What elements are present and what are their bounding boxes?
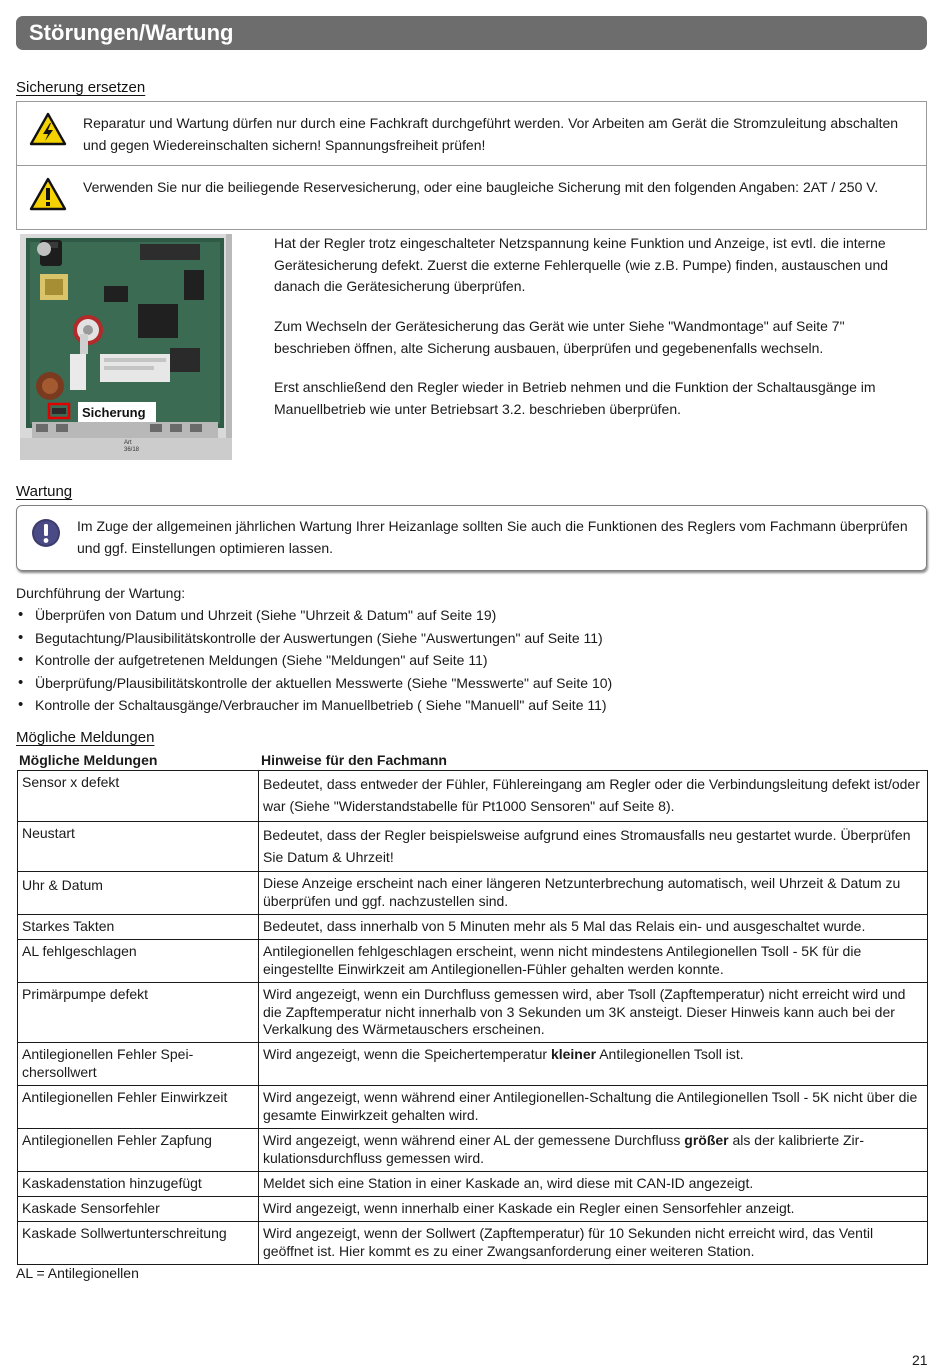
message-cell: Primärpumpe defekt (18, 983, 259, 1043)
hint-cell: Wird angezeigt, wenn innerhalb einer Kaskade ein Regler einen Sensorfehler anzeigt. (259, 1197, 928, 1222)
table-row (18, 1222, 928, 1265)
hint-cell (259, 1043, 928, 1086)
section-heading-messages: Mögliche Meldungen (16, 729, 155, 746)
hint-cell: Diese Anzeige erscheint nach einer längeren Netzunterbrechung automatisch, weil Uhrzeit & Datum zu überprüfen und ggf. nachzustellen sind. (259, 872, 928, 915)
warning-row-electrical (17, 102, 926, 166)
caution-warning-icon (29, 177, 67, 214)
message-cell: Uhr & Datum (18, 872, 259, 915)
table-row (18, 1172, 928, 1197)
message-cell: Antilegionellen Fehler Speichersollwert (18, 1043, 259, 1086)
list-item: • Kontrolle der aufgetretenen Meldungen (Siehe "Meldungen" auf Seite 11) (16, 649, 612, 672)
message-cell: Kaskadenstation hinzugefügt (18, 1172, 259, 1197)
table-row (18, 872, 928, 915)
table-row (18, 1043, 928, 1086)
message-cell: Kaskade Sollwertunterschreitung (18, 1222, 259, 1265)
hint-text: Antilegionellen Tsoll ist. (596, 1046, 744, 1062)
hint-text: Wird angezeigt, wenn während einer AL der gemessene Durchfluss (263, 1132, 685, 1148)
section-heading-maintenance: Wartung (16, 483, 73, 500)
table-row (18, 1086, 928, 1129)
fuse-paragraph-2: Zum Wechseln der Gerätesicherung das Gerät wie unter Siehe "Wandmontage" auf Seite 7" beschrieben öffnen, alte Sicherung ausbauen, überprüfen und gegebenenfalls wechseln. (274, 318, 845, 356)
hint-cell (259, 1129, 928, 1172)
table-row (18, 771, 928, 822)
hint-cell: Meldet sich eine Station in einer Kaskade an, wird diese mit CAN-ID angezeigt. (259, 1172, 928, 1197)
high-voltage-warning-icon (29, 112, 67, 149)
hint-emphasis: größer (684, 1132, 729, 1148)
hint-text: als der kalibrierte Zirkulationsdurchfluss gemessen wird. (263, 1132, 864, 1166)
message-cell: Starkes Takten (18, 915, 259, 940)
hint-cell: Wird angezeigt, wenn der Sollwert (Zapftemperatur) für 10 Sekunden nicht erreicht wird, das Ventil geöffnet ist. Hier kommt es zu einer Zwangsanforderung einer weiteren Station. (259, 1222, 928, 1265)
warning-box (16, 101, 927, 230)
hint-cell: Wird angezeigt, wenn während einer Antilegionellen-Schaltung die Antilegionellen Tsoll - 5K nicht über die gesamte Einwirkzeit gehalten wird. (259, 1086, 928, 1129)
message-cell: Antilegionellen Fehler Zapfung (18, 1129, 259, 1172)
message-cell: Antilegionellen Fehler Einwirkzeit (18, 1086, 259, 1129)
hint-emphasis: kleiner (550, 1046, 597, 1062)
maintenance-list (16, 604, 612, 717)
messages-table (17, 770, 928, 1265)
maintenance-note-box (16, 505, 927, 571)
list-item: • Begutachtung/Plausibilitätskontrolle der Auswertungen (Siehe "Auswertungen" auf Seite 11) (16, 627, 612, 650)
section-heading-fuse: Sicherung ersetzen (16, 79, 146, 96)
table-row (18, 1129, 928, 1172)
table-row (18, 915, 928, 940)
message-cell: Neustart (18, 822, 259, 872)
warning-row-fuse (17, 166, 926, 230)
hint-cell: Bedeutet, dass der Regler beispielsweise aufgrund eines Stromausfalls neu gestartet wurde. Überprüfen Sie Datum & Uhrzeit! (259, 822, 928, 872)
list-item: • Überprüfen von Datum und Uhrzeit (Siehe "Uhrzeit & Datum" auf Seite 19) (16, 604, 612, 627)
page-number: 21 (912, 1352, 928, 1367)
exclamation-info-icon (31, 518, 61, 551)
hint-cell: Antilegionellen fehlgeschlagen erscheint, wenn nicht mindestens Antilegionellen Tsoll - 5K für die eingestellte Einwirkzeit am Antilegionellen-Fühler gehalten werden konnte. (259, 940, 928, 983)
table-row (18, 822, 928, 872)
fuse-paragraph-3: Erst anschließend den Regler wieder in Betrieb nehmen und die Funktion der Schaltausgänge im Manuellbetrieb wie unter Betriebsart 3.2. beschrieben überprüfen. (274, 379, 876, 417)
column-header-hints: Hinweise für den Fachmann (261, 752, 447, 768)
list-item: • Überprüfung/Plausibilitätskontrolle der aktuellen Messwerte (Siehe "Messwerte" auf Seite 10) (16, 672, 612, 695)
hint-cell: Bedeutet, dass entweder der Fühler, Fühlereingang am Regler oder die Verbindungsleitung defekt ist/oder war (Siehe "Widerstandstabelle für Pt1000 Sensoren" auf Seite 8). (259, 771, 928, 822)
page-title: Störungen/Wartung (16, 16, 927, 50)
controller-board-photo (20, 234, 232, 460)
maintenance-intro: Durchführung der Wartung: (16, 585, 186, 601)
warning-text-fuse: Verwenden Sie nur die beiliegende Reservesicherung, oder eine baugleiche Sicherung mit den folgenden Angaben: 2AT / 250 V. (83, 179, 879, 195)
footnote: AL = Antilegionellen (16, 1265, 139, 1281)
hint-text: Wird angezeigt, wenn die Speichertemperatur (263, 1046, 551, 1062)
hint-cell: Wird angezeigt, wenn ein Durchfluss gemessen wird, aber Tsoll (Zapftemperatur) nicht erreicht wird und die Zapftemperatur nicht innerhalb von 3 Sekunden um 3K ansteigt. Dieser Hinweis kann auch bei der Verkalkung des Wärmetauschers erscheinen. (259, 983, 928, 1043)
maintenance-note-text: Im Zuge der allgemeinen jährlichen Wartung Ihrer Heizanlage sollten Sie auch die Funktionen des Reglers vom Fachmann überprüfen und ggf. Einstellungen optimieren lassen. (77, 518, 908, 556)
warning-text-electrical: Reparatur und Wartung dürfen nur durch eine Fachkraft durchgeführt werden. Vor Arbeiten am Gerät die Stromzuleitung abschalten und gegen Wiedereinschalten sichern! Spannungsfreiheit prüfen! (83, 115, 899, 153)
fuse-paragraph-1: Hat der Regler trotz eingeschalteter Netzspannung keine Funktion und Anzeige, ist evtl. die interne Gerätesicherung defekt. Zuerst die externe Fehlerquelle (wie z.B. Pumpe) finden, austauschen und danach die Gerätesicherung überprüfen. (274, 235, 889, 294)
message-cell: Sensor x defekt (18, 771, 259, 822)
list-item: • Kontrolle der Schaltausgänge/Verbraucher im Manuellbetrieb ( Siehe "Manuell" auf Seite 11) (16, 694, 612, 717)
message-cell: AL fehlgeschlagen (18, 940, 259, 983)
column-header-messages: Mögliche Meldungen (19, 752, 158, 768)
message-cell: Kaskade Sensorfehler (18, 1197, 259, 1222)
board-small-label: Art 36/18 (124, 440, 140, 453)
table-row (18, 1197, 928, 1222)
hint-cell: Bedeutet, dass innerhalb von 5 Minuten mehr als 5 Mal das Relais ein- und ausgeschaltet wurde. (259, 915, 928, 940)
table-row (18, 940, 928, 983)
fuse-callout-label: Sicherung (82, 405, 146, 420)
table-row (18, 983, 928, 1043)
